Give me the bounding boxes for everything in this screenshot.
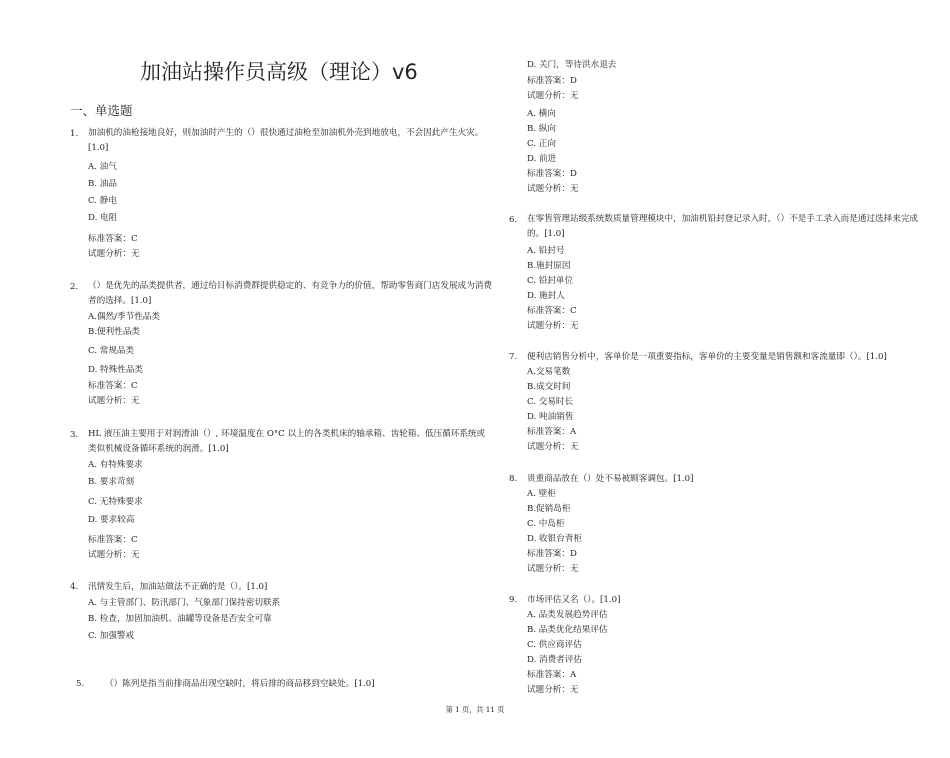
option-a: A. 与主管部门、防汛部门、气象部门保持密切联系 — [88, 598, 281, 608]
option-c: C. 加强警戒 — [88, 631, 135, 641]
standard-answer: 标准答案：C — [88, 381, 138, 391]
answer-analysis: 试题分析：无 — [88, 550, 140, 560]
question-number: 3. — [70, 430, 79, 440]
option-b: B.促销岛柜 — [527, 504, 571, 514]
option-c: C. 无特殊要求 — [88, 497, 143, 507]
question-number: 4. — [70, 582, 79, 592]
question-stem: 市场评估又名（）。[1.0] — [527, 595, 621, 605]
question-stem: HL 液压油主要用于对润滑油（）, 环境温度在 O°C 以上的各类机床的轴承箱、齿轮箱、低压循环系统或类似机械设备循环系统的润滑。[1.0] — [88, 429, 486, 454]
option-d: D. 特殊性品类 — [88, 365, 144, 375]
option-d: D. 电阻 — [88, 213, 118, 223]
question-stem: 便利店销售分析中，客单价是一项重要指标，客单价的主要变量是销售额和客流量即（）。[1.0] — [527, 352, 887, 362]
question-stem: （）是优先的品类提供者，通过给目标消费群提供稳定的、有竞争力的价值，帮助零售商门店发展成为消费者的选择。[1.0] — [88, 281, 492, 306]
option-a: A. 壁柜 — [527, 489, 556, 499]
option-d: D. 收银台背柜 — [527, 534, 583, 544]
standard-answer: 标准答案：A — [527, 670, 577, 680]
option-b: B.成交时间 — [527, 382, 571, 392]
option-d: D. 吨油销售 — [527, 412, 574, 422]
standard-answer: 标准答案：D — [527, 76, 577, 86]
option-c: C. 交易时长 — [527, 397, 574, 407]
option-b: B. 检查，加固加油机、油罐等设备是否安全可靠 — [88, 614, 272, 624]
question-stem: 在零售管理站级系统数质量管理模块中，加油机铅封登记录入时，（）不是手工录入而是通过选择来完成的。[1.0] — [527, 214, 919, 239]
page-footer: 第 1 页，共 11 页 — [445, 705, 505, 714]
option-b: B. 油品 — [88, 179, 117, 189]
question-number: 7. — [509, 352, 518, 362]
question-number: 6. — [509, 215, 518, 225]
answer-analysis: 试题分析：无 — [88, 249, 140, 259]
option-a: A.偶然/季节性品类 — [88, 312, 160, 322]
answer-analysis: 试题分析：无 — [527, 685, 579, 695]
question-number: 5. — [76, 679, 85, 689]
question-number: 1. — [70, 129, 79, 139]
answer-analysis: 试题分析：无 — [527, 184, 579, 194]
option-a: A. 铅封号 — [527, 246, 565, 256]
answer-analysis: 试题分析：无 — [527, 442, 579, 452]
option-a: A.交易笔数 — [527, 367, 571, 377]
option-c: C. 常规品类 — [88, 346, 135, 356]
standard-answer: 标准答案：A — [527, 427, 577, 437]
option-d: D. 要求较高 — [88, 515, 135, 525]
standard-answer: 标准答案：D — [527, 169, 577, 179]
option-a: A. 有特殊要求 — [88, 460, 143, 470]
standard-answer: 标准答案：C — [88, 234, 138, 244]
option-d: D. 前进 — [527, 154, 557, 164]
option-b: B. 品类优化结果评估 — [527, 625, 608, 635]
question-stem: 加油机的油枪接地良好，则加油时产生的（）很快通过油枪至加油机外壳到地放电，不会因此产生火灾。[1.0] — [88, 128, 484, 153]
option-b: B. 要求苛刻 — [88, 477, 135, 487]
question-stem: （）陈列是指当前排商品出现空缺时，将后排的商品移到空缺处。[1.0] — [105, 679, 375, 689]
document-title: 加油站操作员高级（理论）v6 — [140, 60, 418, 84]
answer-analysis: 试题分析：无 — [527, 321, 579, 331]
question-number: 9. — [509, 595, 518, 605]
answer-analysis: 试题分析：无 — [527, 564, 579, 574]
option-d: D. 关门，等待洪水退去 — [527, 60, 617, 70]
question-number: 2. — [70, 282, 79, 292]
standard-answer: 标准答案：D — [527, 549, 577, 559]
question-number: 8. — [509, 474, 518, 484]
option-a: A. 品类发展趋势评估 — [527, 610, 608, 620]
option-a: A. 横向 — [527, 109, 556, 119]
option-c: C. 中岛柜 — [527, 519, 565, 529]
option-b: B. 纵向 — [527, 124, 556, 134]
answer-analysis: 试题分析：无 — [527, 91, 579, 101]
section-heading: 一、单选题 — [70, 103, 133, 118]
option-b: B.施封原因 — [527, 261, 571, 271]
option-d: D. 施封人 — [527, 291, 565, 301]
option-c: C. 供应商评估 — [527, 640, 582, 650]
option-d: D. 消费者评估 — [527, 655, 583, 665]
standard-answer: 标准答案：C — [527, 306, 577, 316]
option-c: C. 正向 — [527, 139, 556, 149]
answer-analysis: 试题分析：无 — [88, 396, 140, 406]
option-c: C. 静电 — [88, 196, 117, 206]
option-a: A. 油气 — [88, 162, 117, 172]
option-b: B.便利性品类 — [88, 327, 141, 337]
option-c: C. 铅封单位 — [527, 276, 574, 286]
question-stem: 贵重商品放在（）处不易被顾客调包。[1.0] — [527, 474, 694, 484]
question-stem: 汛情发生后，加油站做法不正确的是（）。[1.0] — [88, 582, 268, 592]
standard-answer: 标准答案：C — [88, 535, 138, 545]
